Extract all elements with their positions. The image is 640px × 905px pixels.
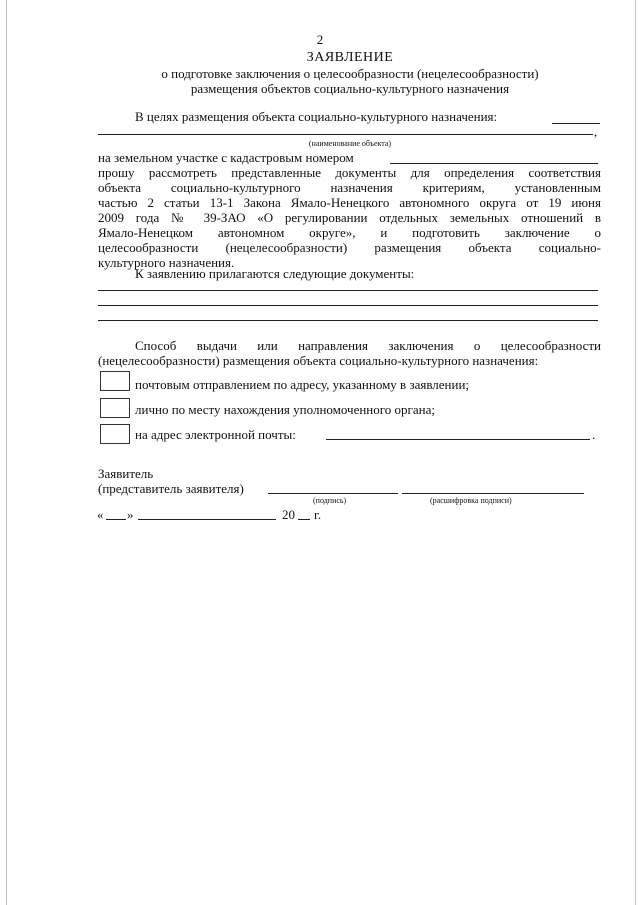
object-name-field[interactable]	[98, 134, 593, 135]
email-period: .	[592, 427, 596, 442]
scan-edge-right	[635, 0, 636, 905]
date-open-quote: «	[97, 507, 104, 522]
option-postal: почтовым отправлением по адресу, указанному в заявлении;	[135, 377, 470, 392]
cadastral-label: на земельном участке с кадастровым номером	[98, 150, 354, 165]
option-in-person: лично по месту нахождения уполномоченного органа;	[135, 402, 435, 417]
date-month-field[interactable]	[138, 519, 276, 520]
checkbox-email[interactable]	[100, 424, 130, 444]
body-line-2: объекта социально-культурного назначения критериям, установленным	[98, 180, 601, 195]
attachment-line-2[interactable]	[98, 305, 598, 306]
cadastral-number-field[interactable]	[390, 163, 598, 164]
attachment-line-3[interactable]	[98, 320, 598, 321]
checkbox-postal[interactable]	[100, 371, 130, 391]
page-number: 2	[316, 32, 324, 47]
body-line-4: 2009 года № 39-ЗАО «О регулировании отдельных земельных отношений в	[98, 210, 601, 225]
body-line-3: частью 2 статьи 13-1 Закона Ямало-Ненецкого автономного округа от 19 июня	[98, 195, 601, 210]
object-name-caption: (наименование объекта)	[308, 139, 392, 148]
date-year-field[interactable]	[298, 519, 310, 520]
attachments-label: К заявлению прилагаются следующие документы:	[135, 266, 415, 281]
delivery-line-2: (нецелесообразности) размещения объекта социально-культурного назначения:	[98, 353, 539, 368]
document-subtitle-line1: о подготовке заключения о целесообразности (нецелесообразности)	[161, 66, 539, 81]
representative-label: (представитель заявителя)	[98, 481, 244, 496]
document-subtitle-line2: размещения объектов социально-культурного назначения	[190, 81, 510, 96]
body-line-1: прошу рассмотреть представленные документы для определения соответствия	[98, 165, 601, 180]
date-year-prefix: 20	[282, 507, 295, 522]
date-close-quote: »	[127, 507, 134, 522]
signature-decoding-field[interactable]	[402, 493, 584, 494]
applicant-label: Заявитель	[98, 466, 154, 481]
checkbox-in-person[interactable]	[100, 398, 130, 418]
body-line-6: целесообразности (нецелесообразности) размещения объекта социально-	[98, 240, 601, 255]
signature-caption: (подпись)	[313, 496, 347, 505]
attachment-line-1[interactable]	[98, 290, 598, 291]
body-line-5: Ямало-Ненецком автономном округе», и подготовить заключение о	[98, 225, 601, 240]
object-name-field-start[interactable]	[552, 123, 600, 124]
decoding-caption: (расшифровка подписи)	[430, 496, 512, 505]
email-field[interactable]	[326, 439, 590, 440]
delivery-line-1: Способ выдачи или направления заключения о целесообразности	[135, 338, 601, 353]
date-year-suffix: г.	[314, 507, 322, 522]
intro-text: В целях размещения объекта социально-культурного назначения:	[135, 109, 498, 124]
date-day-field[interactable]	[106, 519, 126, 520]
document-title: ЗАЯВЛЕНИЕ	[306, 50, 394, 65]
scan-edge-left	[6, 0, 7, 905]
signature-field[interactable]	[268, 493, 398, 494]
object-name-comma: ,	[594, 124, 598, 139]
option-email: на адрес электронной почты:	[135, 427, 296, 442]
body-line-7: культурного назначения.	[98, 255, 235, 270]
